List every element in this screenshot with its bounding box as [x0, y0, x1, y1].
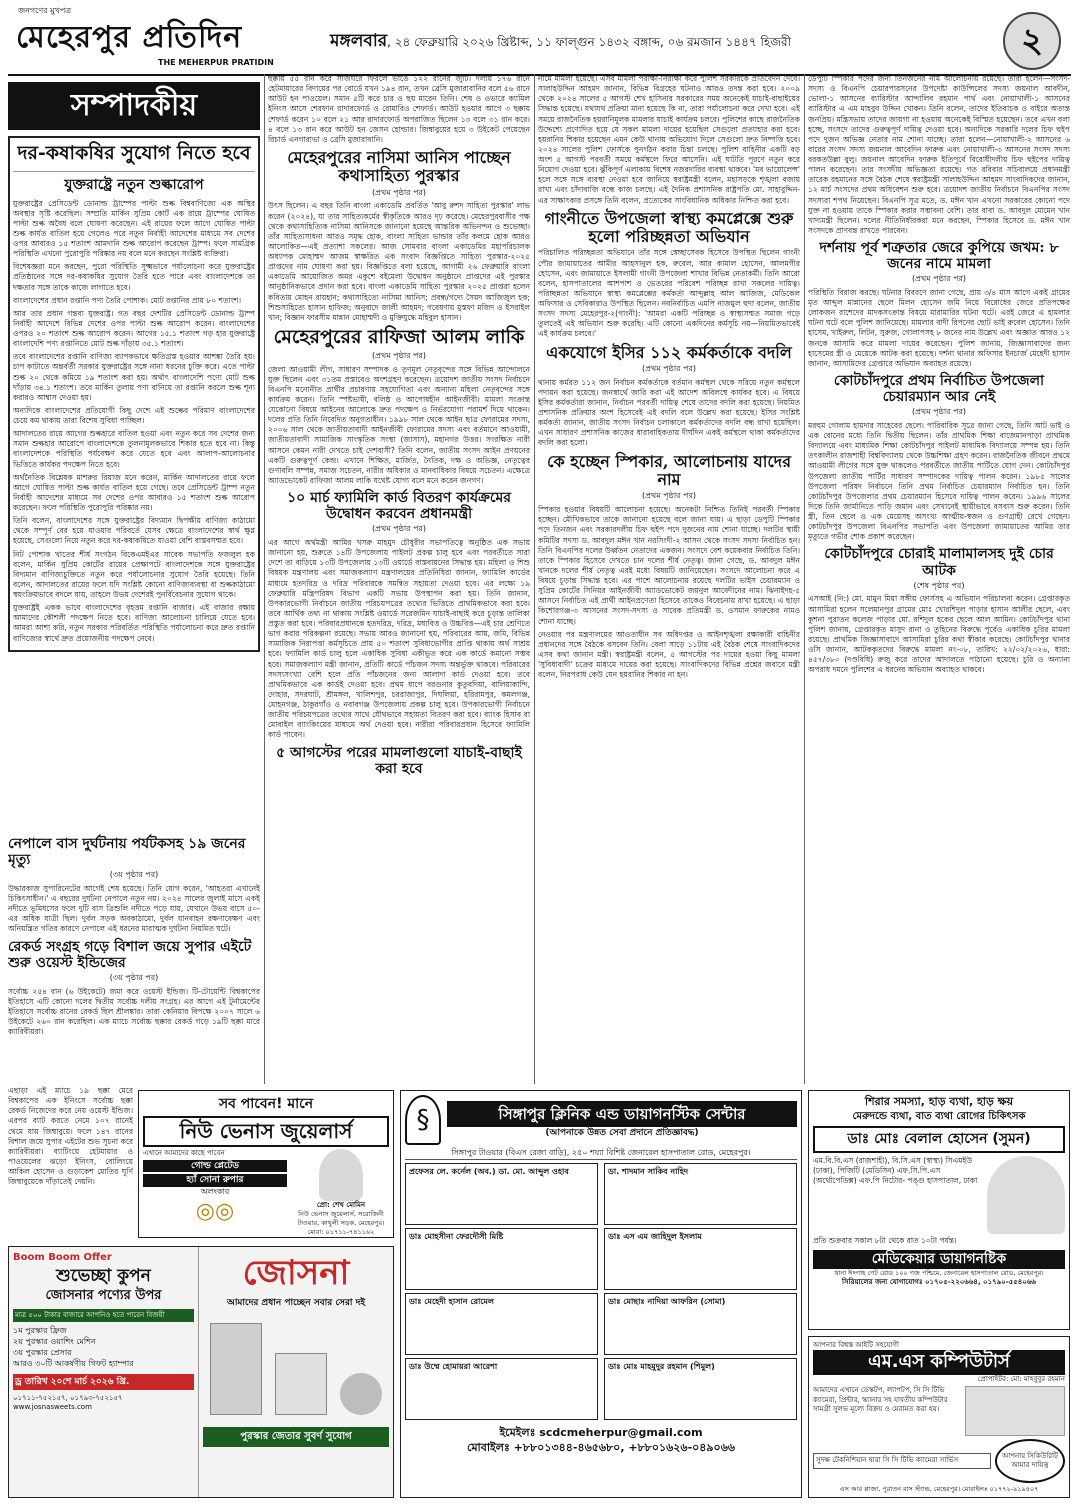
- dateline: [330, 30, 791, 53]
- ms-prop: প্রোপাইটর: মো: মাহবুবুর রহমান: [977, 1374, 1065, 1383]
- josna-prize: ৩য় পুরস্কার প্রেসার: [13, 1348, 72, 1358]
- josna-prize: ২য় পুরস্কার ওয়াশিং মেশিন: [13, 1337, 96, 1347]
- editorial-banner: সম্পাদকীয়: [8, 82, 260, 130]
- josna-phone: ০১৭১১-৭৫২১৫৭, ০১৭৯৩-৭৫২১৫৭: [13, 1393, 123, 1402]
- date: , ২৪ ফেব্রুয়ারি ২০২৬ খ্রিষ্টাব্দ, ১১ ফাল্গুন ১৪৩২ বঙ্গাব্দ, ০৬ রমজান ১৪৪৭ হিজরী: [387, 35, 792, 49]
- editorial-paragraph: নিট পোশাক খাতের শীর্ষ সংগঠন বিকেএমইএর সাবেক সভাপতি ফজলুল হক বলেন, মার্কিন সুপ্রিম কোর্টের রায়ের প্রেক্ষাপটে বাংলাদেশকে সঙ্গে যুক্তরাষ্ট্রের বিদ্যমান বাণিজ্যচুক্তিতে নতুন করে পর্যালোচনার সুযোগ তৈরি হয়েছে। তিনি বলেন, আদালতের রায়ের ফলে যদি সংশ্লিষ্ট কোনো বাণিজ্যব্যবস্থা বা শুল্ককাঠামো স্বয়ংক্রিয়ভাবে বদলে যায়, তাহলে উভয় দেশেরই পুনর্বিবেচনার সুযোগ থাকে।: [13, 549, 255, 600]
- speaker-headline: কে হচ্ছেন স্পিকার, আলোচনায় যাদের নাম: [546, 451, 792, 489]
- column-divider: [264, 74, 265, 1084]
- continued-note: (শেষ পৃষ্ঠার পর): [913, 580, 965, 590]
- weekday: মঙ্গলবার: [330, 31, 388, 51]
- josna-sub: আমাদের প্রধান পাচ্ছেন সবার সেরা দই: [226, 1297, 366, 1308]
- column-divider: [804, 74, 805, 1084]
- rafiza-body: জেলা আওয়ামী লীগ, সাধারণ সম্পাদক ও তৃণমূল নেতৃবৃন্দের সঙ্গে বিভিন্ন আন্দোলনে যুক্ত ছিলেন এবং ৩১তম প্রস্তাবেও অংশগ্রহণ করেছেন। ত্রয়োদশ জাতীয় সংসদ নির্বাচনে বিএনপি মনোনীত প্রার্থীর প্রচারণায় সহযোগিতা এবং অন্যান্য মহিলা নেতৃবৃন্দের সঙ্গে কার্যক্রম করেন। তিনি স্পষ্টভাষী, বলিষ্ঠ ও আপোষহীন আইনজীবী। মামলা সংক্রান্ত যেকোনো বিষয়ে আইনের আলোকে দ্রুত পদক্ষেপ ও নির্ভরযোগ্য পরামর্শ দিয়ে থাকেন। দলের প্রতি তিনি নিবেদিত অনুগতাধীন। ১৯৯৮ সাল থেকে আইন ছাত্র ফোরামের সদস্য, ২০০৬ সাল থেকে জাতীয়তাবাদী আইনজীবী ফোরামের সদস্য এবং বর্তমানে আওয়ামী, জাতীয়তাবাদী সামাজিক সাংস্কৃতিক সংস্থা (জাসাস), মহানগর উত্তর। সংরক্ষিত নারী আসনে কেমন নারী দেখতে চাই দেশবাসী? তিনি বলেন, জাতীয় সংসদ আইন প্রণয়নের একটি গুরুত্বপূর্ণ কেন্দ্র। এখানে শিক্ষিত, মার্জিত, নৈতিক, দক্ষ ও অভিজ্ঞ, নেতৃত্বের গুণাবলি সম্পন্ন, সমাজ সচেতন, নারীর অধিকার ও মানবাধিকার বিষয়ে সচেতন। এক্ষেত্রে অ্যাডভোকেট রাফিজা আলম লাকি যথেষ্ট যোগ্য বলে মনে করেন জনগণ।: [268, 364, 530, 485]
- doctor-name: ডাঃ মোছাঃ নাদিয়া আফরিন (সোমা): [608, 1296, 726, 1306]
- continued-note: (প্রথম পৃষ্ঠার পর): [911, 274, 967, 284]
- masthead: [8, 6, 1071, 76]
- belal-top2: মেরুদন্ডে ব্যথা, বাত ব্যথা রোগের চিকিৎসক: [852, 1110, 1026, 1122]
- theft-body: এসআই (নি:) মো. মামুন মিয়া সঙ্গীয় ফোর্সসহ এ অভিযান পরিচালনা করেন। গ্রেপ্তারকৃত আসামিরা হলেন সলেমানপুর গ্রামের মোঃ খোরশিদুল পাড়ার হাসান আলীর ছেলে, এবং কুশনা পুরাতন কলেজ পাড়ার মো. রশিদুল হকের ছেলে আল আমিন। কোটচাঁদপুর থানা পুলিশ জানায়, গ্রেপ্তারকৃত মাসুদ রানা ও তুহিনের বিরুদ্ধে পূর্বেও একাধিক চুরির মামলা রয়েছে। প্রাথমিক জিজ্ঞাসাবাদে আসামিরা চুরির কথা স্বীকার করেছে। কোটচাঁদপুর থানার ওসি জানান, আটককৃতদের বিরুদ্ধে মামলা নং-০৮, তারিখ: ২২/০২/২০২৬, ধারা: ৪৫৭/৩৮০ (দণ্ডবিধি) রুজু করে তাদের আদালতে পাঠানো হয়েছে। চুরি ও অন্যান্য অপরাধ দমনে পুলিশের এ ধরনের অভিযান অব্যাহত থাকবে।: [808, 594, 1070, 675]
- theft-headline: কোটচাঁদপুরে চোরাই মালামালসহ দুই চোর আটক: [824, 546, 1054, 579]
- ms-service: সুদক্ষ টেকনিশিয়ান দ্বারা সি সি টিভি ক্যামেরা সার্ভিস: [813, 1453, 991, 1468]
- venus-name: নিউ ভেনাস জুয়েলার্স: [143, 1116, 389, 1147]
- column-4: [808, 74, 1070, 1086]
- sports-continued: ছক্কায় ৫৫ রান করে সাজঘরে ফিরলে ভাঙে ১২২ রানের জুটি। দলীয় ১৭৬ রানে হেটমায়ারের বিদায়ের পর বোর্ডে যখন ১৯৪ রান, তখন ব্রেসি মুজারাবানির বলে ৫৬ রানে আউট হন পাওয়েল। সমান ৫টি করে চার ও ছয় মারেন তিনি। শেষ ও ওভারে ক্যামিল ইনিংস আসে শেরফান রাদারফোর্ড ও রোমারিও শেফার্ড। আউট হওয়ার আগে ৩ ছক্কায় শেফার্ড করেন ১০ বলে ২১ আর রাদারফোর্ড অপরাজিত ছিলেন ১৩ বলে ৩১ রান করে। ৪ বলে ১৩ রান করে আউট হন জেসন হোল্ডার। জিম্বাবুয়ের হয়ে ৩ উইকেট পেয়েছেন রিচার্ড এনগারাভা ও ব্রেসি মুজারাবানি।: [268, 74, 530, 144]
- clinic-logo-icon: §: [405, 1095, 441, 1145]
- editorial-paragraph: যুক্তরাষ্ট্রই একক ভাবে বাংলাদেশের বৃহত্তম রপ্তানি বাজার। এই বাজার রক্ষায় আমাদের কৌশলী পদক্ষেপ নিতে হবে। বাণিজ্য আলোচনা চালিয়ে যেতে হবে। আমরা আশা করি, নতুন সরকার পরিবর্তিত পরিস্থিতি পর্যালোচনা করে দ্রুত রপ্তানি বাণিজ্যের স্বার্থে দ্রুত প্রয়োজনীয় পদক্ষেপ নেবে।: [13, 603, 255, 643]
- doctor-name: ডাঃ এস এম জাহিদুল ইসলাম: [608, 1231, 702, 1241]
- clinic-tag: (আপনাকে উন্নত সেবা প্রদানে প্রতিজ্ঞাবদ্ধ): [545, 1128, 699, 1139]
- continued-note: (প্রথম পৃষ্ঠার পর): [911, 407, 967, 417]
- rafiza-headline: মেহেরপুরের রাফিজা আলম লাকি: [273, 325, 525, 348]
- belal-name: ডাঃ মোঃ বেলাল হোসেন (সুমন): [813, 1126, 1065, 1153]
- dr-belal-ad: [808, 1090, 1070, 1330]
- ec-body: থানায় কর্মরত ১১২ জন নির্বাচন কর্মকর্তাকে বর্তমান কর্মস্থল থেকে সরিয়ে নতুন কর্মস্থলে পদায়ন করা হয়েছে। জনস্বার্থে জারি করা এই আদেশ অবিলম্বে কার্যকর হবে। এ বিষয়ে ইসির কর্মকর্তারা জানান, নির্বাচন পরবর্তী দায়িত্ব শেষে তাদের বদলি করা হয়েছে। নিয়মিত প্রশাসনিক প্রক্রিয়ার অংশ হিসেবেই এই বদলি বলে উল্লেখ করা হয়েছে। ইসির সংশ্লিষ্ট কর্মকর্তা জানান, জাতীয় সংসদ নির্বাচন চলাকালে কর্মকর্তাদের বদলি বন্ধ রাখা হয়েছিল। এখন সাধারণ প্রশাসনিক কাজের ধারাবাহিকতায় দীর্ঘদিন একই কর্মস্থলে থাকা কর্মকর্তাদের বদলি করা হলো।: [538, 377, 800, 448]
- speaker-body: স্পিকার হওয়ার বিষয়টি আলোচনা হয়েছে। অনেকটা নিশ্চিত তিনিই পরবর্তী স্পিকার হচ্ছেন। মৌখিকভাবে তাকে জানানো হয়েছে বলে জানা যায়। এ ছাড়া ডেপুটি স্পিকার পদে তিনজন এবং সরকারদলীয় চিফ হুইপ পদে দুজনের নাম শোনা যাচ্ছে। দলটির স্থায়ী কমিটির সদস্য ড. আবদুল মঈন খান নরসিংদী-২ আসন থেকে সংসদ সদস্য নির্বাচিত হন। তিনি বিএনপির দলের উর্ধ্বতন নেতাদের একজন। সংসদে বেশ কয়েকবার নির্বাচিত তিনি। তাকে স্পিকার হিসেবে দেখতে চান দলের শীর্ষ নেতৃত্ব। জানা গেছে, ড. আবদুল মঈন খানকে দলের শীর্ষ নেতৃত্ব এরই মধ্যে বিষয়টি জানিয়েছেন। সংসদে আলোচনা করে এ বিষয়ে চূড়ান্ত সিদ্ধান্ত হবে। এর পাশে আলোচনায় রয়েছে দলটির ভাইস চেয়ারম্যান ও সুপ্রিম কোর্টের সিনিয়র আইনজীবী অ্যাডভোকেট জয়নুল আবেদীনের নাম। ঝিনাইদহ-৫ আসনে নির্বাচিত এই প্রার্থী আইনপ্রণেতা হিসেবে তাকেও বিবেচনায় রাখা হয়েছে। এ ছাড়া কিশোরগঞ্জ-৩ আসনের সংসদ-সদস্য ও সাবেক প্রতিমন্ত্রী ড. ওসমান ফারুকের নামও শোনা যাচ্ছে।: [538, 505, 800, 626]
- josna-coupon2: জোসনার পণ্যের উপর: [45, 1288, 162, 1304]
- column-3: [538, 74, 800, 1086]
- record-headline: রেকর্ড সংগ্রহ গড়ে বিশাল জয়ে সুপার এইটে শুরু ওয়েস্ট ইন্ডিজের: [8, 938, 252, 971]
- belal-center-addr: থানা ঈদগাহ গেট রোড ১০০ গজ পশ্চিমে, জেনারেল হাসপাতাল রোড, মেহেরপুর।: [834, 1269, 1044, 1278]
- josna-tagline: পুরস্কার জেতার সুবর্ণ সুযোগ: [203, 1427, 389, 1447]
- editorial-subhead: যুক্তরাষ্ট্রে নতুন শুল্কারোপ: [64, 176, 204, 193]
- continued-note: (প্রথম পৃষ্ঠার পর): [371, 524, 427, 534]
- clinic-phone: মোবাইলঃ +৮৮০১৩৪৪-৪৬৫৬৮০, +৮৮০১৬২৬-০৪৯০৬৬: [466, 1440, 736, 1454]
- josna-prize: ১ম পুরস্কার ফ্রিজ: [13, 1326, 67, 1336]
- august-headline: ৫ আগস্টের পরের মামলাগুলো যাচাই-বাছাই করা হবে: [276, 744, 522, 777]
- continued-note: (৩য় পৃষ্ঠার পর): [109, 870, 159, 880]
- doctor-photo: [987, 1156, 1065, 1234]
- editorial-paragraph: বাংলাদেশের প্রধান রপ্তানি পণ্য তৈরি পোশাক। মোট রপ্তানির প্রায় ৮০ শতাংশ।: [13, 295, 242, 305]
- newspaper-logo-english: THE MEHERPUR PRATIDIN: [158, 58, 274, 67]
- venus-top: সব পাবেন! মানে: [218, 1096, 314, 1112]
- josna-prize: আরও ৩০টি আকর্ষণীয় গিফট হ্যাম্পার: [13, 1358, 134, 1368]
- josna-coupon: শুভেচ্ছা কুপন: [56, 1265, 151, 1286]
- ec-headline: একযোগে ইসির ১১২ কর্মকর্তাকে বদলি: [546, 342, 792, 362]
- editorial-paragraph: আর তার প্রধান গন্তব্য যুক্তরাষ্ট্র। গত বছর দেশটির প্রেসিডেন্ট ডোনাল্ড ট্রাম্প নির্বাহী আদেশে বিভিন্ন দেশের ওপর পাল্টা শুল্ক আরোপ করেন। বাংলাদেশের ওপরও ২০ শতাংশ শুল্ক আরোপ করেন। আগের ১৫.১ শতাংশ গড় হার যুক্তরাষ্ট্রে বাংলাদেশি পণ্য রপ্তানিতে মোট শুল্ক দাঁড়ায় ৩৫.১ শতাংশ।: [13, 308, 255, 349]
- ms-your: আপনার সিকিউরিটি আমার দায়িত্ব: [995, 1439, 1065, 1483]
- belal-top: শিরার সমস্যা, হাড় ব্যথা, হাড় ক্ষয়: [864, 1095, 1014, 1108]
- continued-note: (৩য় পৃষ্ঠার পর): [109, 972, 159, 982]
- venus-address: নিউ ভেনাস জুয়েলার্স, সরোজিনী টাওয়ার, কাথুলী সড়ক, মেহেরপুর। মোবা: ০১৭১১-৭৪১১৬২: [297, 1210, 385, 1236]
- venus-line1: এখানে আমাদের কাছে পাবেন: [143, 1148, 225, 1157]
- darshana-body: পরিস্থিতি বিরাজ করছে। ঘটনার বিবরণে জানা গেছে, প্রায় ৩/৪ মাস আগে একই গ্রামের মৃত আব্দুল মান্নানের ছেলে মিলন হোসেন জমি নিয়ে বিরোধের জেরে প্রতিপক্ষের লোকজন রাশেদের মাদকসংক্রান্ত বিষয়ে মারামারির ঘটনা ঘটে। এরই জেরে এ হামলার ঘটনা ঘটে বলে পুলিশ জানিয়েছে। মামলার বাদী রিপনের ছোট ভাই রুবেল হোসেন। তিনি হাসেম, খাইরুল, লিটন, সুরুজ, গোলাপসহ ৮ জনের নাম উল্লেখ এবং অজ্ঞাত আরও ১২ জনকে আসামি করে মামলা দায়ের করেছেন। পুলিশ জানায়, জিজ্ঞাসাবাদের জন্য হাসেমের স্ত্রী ও মেয়েকে আটক করা হয়েছে। দর্শনা থানার অফিসার ইনচার্জ মেহেদী হাসান জানান, আসামিদের গ্রেপ্তারে অভিযান অব্যাহত রয়েছে।: [808, 287, 1070, 368]
- editorial-paragraph: আদালতের রায়ে আগের শুল্কহারে বাতিল হওয়া এবং নতুন করে সব দেশের জন্য সমান শুল্কহার আরোপে বাংলাদেশকে তুলনামূলকভাবে শিকার হতে হবে না। কিন্তু বাংলাদেশকে পরিস্থিতি পর্যবেক্ষণ করে যেতে হবে এবং আলাপ-আলোচনার ভিত্তিতে কার্যকর পদক্ষেপ নিতে হবে।: [13, 429, 255, 469]
- fridge-icon: [210, 1323, 262, 1415]
- nasima-body: উৎস ছিলেন। এ বছর তিনি বাংলা একাডেমি প্রবর্তিত 'আবু রুশদ সাহিত্য পুরস্কার' লাভ করেন (২০২৪), যা তার সাহিত্যকর্মের স্বীকৃতিকে আরও দৃঢ় করেছে। মেহেরপুরবাসীর পক্ষ থেকে কথাসাহিত্যিক নাসিমা আনিসকে জানানো হয়েছে আন্তরিক অভিনন্দন ও শুভেচ্ছা। তাঁর সাহিত্যসাধনা আরও সমৃদ্ধ হোক, বাংলা সাহিত্য ভান্ডার তাঁর কলমে হোক আরও আলোকিত—এই প্রত্যাশা সকলের। আজ সোমবার বাংলা একাডেমির মহাপরিচালক অধ্যাপক মোহাম্মদ আজম স্বাক্ষরিত এক সংবাদ বিজ্ঞপ্তিতে সাহিত্য পুরস্কার-২০২৫ প্রাপ্তদের নাম ঘোষণা করা হয়। বিজ্ঞপ্তিতে বলা হয়েছে, আগামী ২৬ ফেব্রুয়ারি বাংলা একাডেমি আয়োজিত অমর একুশে বইমেলা উদ্বোধন অনুষ্ঠানে প্রাপ্তদের এই পুরস্কার আনুষ্ঠানিকভাবে প্রদান করা হবে। বাংলা একাডেমি সাহিত্য পুরস্কার ২০২৫ প্রাপ্তরা হলেন কবিতায় মোহন রায়হান; কথাসাহিত্যে নাসিমা আনিস; প্রবন্ধ/গদ্যে সৈয়দ আজিজুল হক; শিশুসাহিত্যে হাসান হাফিজ; অনুবাদে জালী আহমদ; গবেষণায় মুস্তফা মজিদ ও ইসরাইল খান; বিজ্ঞান ফারসীম মান্নান মোহাম্মদী ও মুক্তিযুদ্ধে মহিবুল হাসান।: [268, 201, 530, 322]
- ms-computers-ad: [808, 1336, 1070, 1498]
- darshana-headline: দর্শনায় পূর্ব শত্রুতার জেরে কুপিয়ে জখম: ৮ জনের নামে মামলা: [819, 240, 1059, 273]
- clinic-address: সিঙ্গাপুর টাওয়ার (বিএস রেজা বাড়ি), ২৫০ শয্যা বিশিষ্ট জেনারেল হাসপাতাল রোড, মেহেরপুর।: [405, 1148, 797, 1160]
- doctor-name: ডা. শাদমান সাকিব নাহিদ: [608, 1166, 689, 1176]
- josna-headline: জোসনা: [242, 1253, 350, 1293]
- continued-note: (প্রথম পৃষ্ঠার পর): [371, 350, 427, 360]
- doctor-name: ডাঃ মোহসীনা ফেরদৌসী মিষ্টি: [409, 1231, 504, 1241]
- continued-note: (প্রথম পৃষ্ঠার পর): [641, 363, 697, 373]
- column-divider: [534, 74, 535, 1084]
- nepal-article: [8, 832, 260, 1082]
- editorial-paragraph: অন্যদিকে বাংলাদেশের প্রতিযোগী কিছু দেশে এই শুল্কের পরিমাণ বাংলাদেশের চেয়ে কম থাকায় তারা বিশেষ সুবিধা পাচ্ছিল।: [13, 405, 255, 426]
- josna-ad: [8, 1246, 394, 1498]
- record-body-2: এছাড়া এই ম্যাচে ১৯ ছক্কা মেরে বিশ্বকাপের এক ইনিংসে সর্বোচ্চ ছক্কা রেকর্ড নিজেদের করে নেয় ওয়েস্ট ইন্ডিজ। এরপর ব্যাট করতে নেমে ১০৭ রানেই থেমে যায় জিম্বাবুয়ে। ফলে ১৪৭ রানের বিশাল জয়ে সুপার এইটের শুভ সূচনা করে ক্যারিবীয়রা। ব্যাটিংয়ে হেটমায়ার ও পাওয়েলের ঝড়ো ইনিংস, বোলিংয়ে আকিল হোসেন ও গুড়াকেশ মোতির ঘূর্ণি জিম্বাবুয়েকে দাঁড়াতেই দেয়নি।: [8, 1086, 133, 1187]
- record-continued: [8, 1086, 133, 1241]
- pressure-cooker-icon: [340, 1373, 382, 1415]
- editorial-paragraph: তিনি বলেন, বাংলাদেশের সঙ্গে যুক্তরাষ্ট্রের বিদ্যমান দ্বিপক্ষীয় বাণিজ্য কাঠামো থেকে সম্পূর্ণ বের হয়ে যাওয়ার পরিবর্তে যেসব ক্ষেত্রে বাংলাদেশের স্বার্থ ক্ষুণ্ণ হয়েছে, সেগুলো নিয়ে নতুন করে দর-কষাকষিতে যাওয়া বেশি বাস্তবসম্মত হবে।: [13, 516, 255, 546]
- editorial-paragraph: তবে বাংলাদেশের রপ্তানি বাণিজ্য ব্যাপকভাবে ক্ষতিগ্রস্ত হওয়ার আশঙ্কা তৈরি হয়। চাপ কাটাতে অন্তর্বর্তী সরকার যুক্তরাষ্ট্রের সঙ্গে নানা ধরনের চুক্তি করে। এতে পাল্টা শুল্ক ২০ থেকে কমিয়ে ১৯ শতাংশ করা হয়। অর্থাৎ বাংলাদেশি পণ্যে মোট শুল্ক দাঁড়ায় ৩৪.১ শতাংশ। তবে মার্কিন তুলায় পণ্য বানিয়ে তা রপ্তানি করলে শুল্ক শূন্য করারও আশ্বাস দেওয়া হয়।: [13, 352, 255, 402]
- editorial-paragraph: অর্থনৈতিক বিশ্লেষক মাশরুর রিয়াজ মনে করেন, মার্কিন আদালতের রায়ে ফলে আগে ঘোষিত পাল্টা শুল্ক কার্যত বাতিল হয়ে গেছে। তবে প্রেসিডেন্ট ট্রাম্প নতুন নির্বাহী আদেশের মাধ্যমে সব দেশের ওপর আবারও ১৫ শতাংশ শুল্ক আরোপ করেছেন। ফলে পরিস্থিতি পুরোপুরি পরিষ্কার নয়।: [13, 472, 255, 513]
- family-card-headline: ১০ মার্চ ফ্যামিলি কার্ড বিতরণ কার্যক্রমের উদ্বোধন করবেন প্রধানমন্ত্রী: [287, 490, 511, 523]
- newspaper-logo: মেহেরপুর প্রতিদিন: [16, 20, 243, 55]
- editorial-headline: দর-কষাকষির সুযোগ নিতে হবে: [13, 141, 255, 172]
- ms-address: এস আর প্লাজা, পুরাতন বাস স্ট্যান্ড, মেহেরপুর। মোবাইলঃ ০১৭৭২-৯১৯৪০৭: [839, 1485, 1039, 1494]
- belal-time: প্রতি শুক্রবার সকাল ৮টা থেকে রাত ১০টা পর্যন্ত।: [813, 1236, 957, 1246]
- kotchandpur-body: মরহুম গোলাম হায়দার সাহেবের ছেলে। পারিবারিক সূত্রে জানা গেছে, তিনি আট ভাই ও এক বোনের মধ্যে তিনি দ্বিতীয় ছিলেন। তাঁর প্রাথমিক শিক্ষা বাজেমানপাড়া প্রাথমিক বিদ্যালয়ে এবং মাধ্যমিক শিক্ষা কোটচাঁদপুর পাইলট মাধ্যমিক বিদ্যালয়ে সম্পন্ন হয়। তিনি তৎকালীন রাজশাহী বিশ্ববিদ্যালয় থেকে উচ্চশিক্ষা গ্রহণ করেন। রাজনৈতিক জীবনে প্রথমে আওয়ামী লীগের সঙ্গে যুক্ত থাকলেও পরবর্তীতে জাতীয় পার্টিতে যোগ দেন। কোটচাঁদপুর উপজেলা জাতীয় পার্টির সাধারণ সম্পাদকের দায়িত্ব পালন করেন। ১৯৮৫ সালের উপজেলা পরিষদ নির্বাচনে তিনি প্রথম নির্বাচিত চেয়ারম্যান নির্বাচিত হন। তিনি কোটচাঁদপুর উপজেলার প্রথম চেয়ারম্যান হিসেবে দায়িত্ব পালন করেন। ১৯৯৬ সালের দিকে তিনি জার্মানিতে পাড়ি জমান এবং সেখানেই স্থায়ীভাবে বসবাস শুরু করেন। তিনি স্ত্রী, তিন ছেলে ও এক মেয়েসহ অসংখ্য আত্মীয়-স্বজন ও গুণগ্রাহী রেখে গেছেন। কোটচাঁদপুর উপজেলা বিএনপির সভাপতি এবং উপজেলা জামায়াতের আমির তার মৃত্যুতে গভীর শোক প্রকাশ করেছেন।: [808, 420, 1070, 542]
- ms-body: আমাদের এখানে ডেস্কটপ, ল্যাপটপ, সি সি টিভি ক্যামেরা, প্রিন্টার, স্ক্যানার সহ যাবতীয় কম্পিউটার সামগ্রী সুলভ মূল্যে বিক্রয় ও মেরামত করা হয়।: [813, 1386, 948, 1414]
- belal-degrees: এম.বি.বি.এস (রাজশাহী), বি.সি.এস (স্বাস্থ্য) সিএমইউ (ঢাকা), পিজিটি (মেডিসিন) এফ.সি.পি.এস (অর্থোপেডিক্স) এফ.পি নিটোর- পঙ্গু হাসপাতাল, ঢাকা: [813, 1156, 978, 1186]
- josna-prize-note: মাত্র ৫০০ টাকার বাজারে আপনিও হতে পারেন বিজয়ী: [13, 1309, 194, 1322]
- venus-line2: গোল্ড প্লেটেড: [143, 1160, 287, 1172]
- josna-draw: ড্র তারিখ ২০শে মার্চ ২০২৬ খ্রি.: [13, 1374, 194, 1390]
- gangni-body: পরিচালিত পরিচ্ছন্নতা অভিযানে তাঁর সঙ্গে স্বেচ্ছাসেবক হিসেবে উপস্থিত ছিলেন গাংনী পৌর জামায়াতের আমীর আহসানুল হক, রুবেল, আর কামাল হোসেন, আলমগীর হোসেন, এবং জামায়াতে ইসলামী গাংনী উপজেলা শাখার বিভিন্ন নেতাকর্মী। তিনি আরো বলেন, হাসপাতালের আশপাশ ও ভেতরের পরিবেশ পরিচ্ছন্ন রাখা সকলের দায়িত্ব। পরিচ্ছন্নতা অভিযানে স্বাস্থ্য কমপ্লেক্সের কর্মকর্তা আব্দুল্লাহ আল আজিজ, মেডিকেল অফিসার ও সেবিকারাও উপস্থিত ছিলেন। নবনির্বাচিত এমপি নাজমুল হুদা বলেন, জাতীয় সংসদ সদস্য মেহেরপুর-২(গাংনী): 'আমরা একটি পরিচ্ছন্ন ও স্বাস্থ্যসম্মত সমাজ গড়ে তুলতেই এই অভিযান শুরু করেছি। এটি কোনো একদিনের কর্মসূচি নয়—নিয়মিতভাবেই এই কার্যক্রম চলবে।': [538, 248, 800, 339]
- family-card-body: এর আগে অর্থমন্ত্রী আমির খসরু মাহমুদ চৌধুরীর সভাপতিত্বে অনুষ্ঠিত এক সভায় জানানো হয়, শুরুতে ১৪টি উপজেলায় পাইলট প্রকল্প চালু হবে এবং পরবর্তীতে সারা দেশে তা বাড়িয়ে ১৩টি উপজেলায় ১৩টি ওয়ার্ডে বাস্তবায়নের সিদ্ধান্ত হয়। মহিলা ও শিশু বিষয়ক মন্ত্রণালয় এবং সমাজকল্যাণ মন্ত্রণালয়ের প্রতিনিধিরা জানান, ফ্যামিলি কার্ডের মাধ্যমে হতদরিদ্র ও দরিদ্র পরিবারকে সমন্বিত সহায়তা দেওয়া হবে। এর লক্ষ্যে ১৯ ফেব্রুয়ারি মন্ত্রিপরিষদ বিভাগ একটি সভায় উপস্থাপন করা হয়। তিনি জানান, উপকারভোগী নির্বাচনে জাতীয় পরিচয়পত্রের তথ্যের ভিত্তিতে প্রাথমিকভাবে করা হবে। তবে আর্থিক তথ্য না থাকায় সংশ্লিষ্ট ওয়ার্ডে সরেজমিন যাচাই-বাছাই করে চূড়ান্ত তালিকা প্রস্তুত করা হবে। পরিবারপ্রধানকে হতদরিদ্র, দরিদ্র, মধ্যবিত্ত ও উচ্চবিত্ত—এই চার শ্রেণিতে ভাগ করার পরিকল্পনা রয়েছে। সভায় আরও জানানো হয়, পরিবারের আয়, জমি, বিভিন্ন সামাজিক নিরাপত্তা কর্মসূচিতে প্রায় ৫০ শতাংশ সুবিধাভোগীর প্রাপ্তি থাকায় অর্থ সাশ্রয় হবে। ফ্যামিলি কার্ড চালু হলে একাধিক সুবিধা একীভূত করে এক কার্ডে কমানো সম্ভব হবে। সমাজকল্যাণ মন্ত্রী জানান, প্রতিটি কার্ডে পাঁচজন সদস্য অন্তর্ভুক্ত থাকবে। পরিবারের সদস্যসংখ্যা বেশি হলে প্রতি পাঁচজনের জন্য আলাদা কার্ড দেওয়া হবে। তবে প্রাথমিকভাবে এক কার্ডই দেওয়া হবে। প্রথম ধাপে বরগুনার কুতুবদিয়া, বালিয়াকান্দি, দোহার, সদরঘাট, শ্রীমঙ্গল, খালিশপুর, চররাজাপুর, দিঘলিয়া, হরিরামপুর, কমলগঞ্জ, মোহনগঞ্জ, ঠাকুরগাঁও ও নবাবগঞ্জ উপজেলায় প্রকল্প চালু হবে। উপকারভোগী নির্বাচনে জাতীয় পরিচয়পত্রের তথ্যের সাথে যৌথভাবে সহায়তা বিতরণ করা হবে। ব্যাংক হিসাব বা মোবাইল ব্যাংকিংয়ের মাধ্যমে অর্থ দেওয়া হবে। নারীরা পরিবারপ্রধান হিসেবে ফ্যামিলি কার্ড পাবেন।: [268, 538, 530, 740]
- tagline: জনগণের মুখপত্র: [18, 6, 72, 15]
- doctor-name: প্রফেসর লে. কর্নেল (অব.) ডা. মো. আব্দুল ওহাব: [409, 1166, 569, 1176]
- column-2: [268, 74, 530, 1086]
- ring-icon: ◎◎: [195, 1199, 235, 1225]
- doctor-name: ডাঃ মেহেদী হাসান রোমেল: [409, 1296, 494, 1306]
- continued-note: (প্রথম পৃষ্ঠার পর): [371, 187, 427, 197]
- belal-center: মেডিকেয়ার ডায়াগনষ্টিক: [813, 1250, 1065, 1269]
- august-body: নেওয়ার পর মন্ত্রণালয়ের আওতাধীন সব অধিদপ্তর ও আইনশৃঙ্খলা রক্ষাকারী বাহিনীর প্রধানদের সঙ্গে বৈঠকে বসবেন তিনি। বেলা সাড়ে ১১টায় এই বৈঠক শেষে সাংবাদিকদের এসব কথা জানান মন্ত্রী। স্বরাষ্ট্রমন্ত্রী বলেন, ৫ আগস্টের পর দায়ের হওয়া কিছু মামলা 'সুবিধাবাদী' চক্রের মাধ্যমে দায়ের করা হয়েছে। সাংবাদিকদের বিভিন্ন প্রশ্নের জবাবে মন্ত্রী বলেন, নিরপরাধ কেউ যেন হয়রানির শিকার না হন।: [538, 629, 800, 680]
- venus-line3: হ্যাঁ সোনা রুপার: [143, 1174, 287, 1186]
- editorial-column: [8, 82, 260, 827]
- singapore-clinic-ad: [400, 1090, 802, 1498]
- kotchandpur-headline: কোটচাঁদপুরে প্রথম নির্বাচিত উপজেলা চেয়ারম্যান আর নেই: [833, 372, 1045, 406]
- ms-name: এম.এস কম্পিউটার্স: [813, 1350, 1065, 1374]
- ms-top: আপনার বিশ্বস্ত আইটি সহযোগী: [813, 1341, 899, 1349]
- editorial-paragraph: যুক্তরাষ্ট্রের প্রেসিডেন্ট ডোনাল্ড ট্রাম্পের পাল্টা শুল্ক বিশ্ববাণিজ্যে এক অস্থির অবস্থার সৃষ্টি করেছিল। সম্প্রতি মার্কিন সুপ্রিম কোর্ট এক রায়ে ট্রাম্পের ঘোষিত পাল্টা শুল্ক অবৈধ বলে ঘোষণা করেছেন। এই রায়ের ফলে আগে ঘোষিত পাল্টা শুল্ক কার্যত বাতিল হয়ে গেলেও পরে নতুন নির্বাহী আদেশের মাধ্যমে সব দেশের ওপর আবারও ১৫ শতাংশ আমদানি শুল্ক আরোপ করেছেন ট্রাম্প। ফলে সামগ্রিক পরিস্থিতি এখনো পুরোপুরি পরিষ্কার নয় বলে মনে করছেন সংশ্লিষ্ট ব্যক্তিরা।: [13, 198, 255, 259]
- owner-photo: [319, 1149, 363, 1201]
- doctor-name: ডাঃ মোঃ মাহমুদুর রহমান (শিমুল): [608, 1361, 715, 1371]
- josna-offer: Boom Boom Offer: [13, 1252, 112, 1263]
- washing-machine-icon: [275, 1353, 327, 1415]
- venus-owner: প্রো: শেখ মোমিন: [316, 1200, 366, 1209]
- gangni-headline: গাংনীতে উপজেলা স্বাস্থ্য কমপ্লেক্সে শুরু হলো পরিচ্ছন্নতা অভিযান: [544, 208, 794, 247]
- page-number: ২: [1003, 12, 1061, 70]
- continued-note: (প্রথম পৃষ্ঠার পর): [641, 491, 697, 501]
- computer-products-icon: [965, 1386, 1065, 1436]
- clinic-email: ইমেইলঃ scdcmeherpur@gmail.com: [499, 1425, 703, 1439]
- nepal-body: উদ্ধারকাজ সুপারিনেটের আগেই শেষ হয়েছে। তিনি যোগ করেন, 'আহতরা এখানেই চিকিৎসাধীন।' এ বছরের দুর্ঘটনা নেপালে নতুন নয়। ২০২৪ সালের জুলাই মাসে একই নদীতে ভূমিধসের ফলে দুটি বাস ত্রিশুলি নদীতে পড়ে যায়, যেখানে উভয় বাসে ৫০-এর অধিক যাত্রী ছিল। দুর্বল সড়ক অবকাঠামো, দুর্বল যানবাহন রক্ষণাবেক্ষণ এবং অনিয়ন্ত্রিত গতির কারণে নেপালে এই ধরনের মারাত্মক দুর্ঘটনা নিয়মিত ঘটে।: [8, 883, 260, 934]
- venus-jewellers-ad: [138, 1090, 394, 1238]
- doctor-name: ডাঃ উম্মে হোমায়রা আরেশা: [409, 1361, 498, 1371]
- nepal-headline: নেপালে বাস দুর্ঘটনায় পর্যটকসহ ১৯ জনের মৃত্যু: [8, 836, 246, 869]
- josna-web: www.josnasweets.com: [13, 1403, 92, 1412]
- belal-serial: সিরিয়ালের জন্য যোগাযোগঃ ০১৭০৫-২২০৬৬৪, ০১৭৯০-৫৫৪০৬৬: [842, 1278, 1036, 1287]
- nasima-headline: মেহেরপুরের নাসিমা আনিস পাচ্ছেন কথাসাহিত্য পুরস্কার: [287, 147, 511, 186]
- venus-line4: অলংকার: [200, 1186, 230, 1196]
- clinic-name: সিঙ্গাপুর ক্লিনিক এন্ড ডায়াগনস্টিক সেন্টার: [447, 1101, 797, 1127]
- col3-body: নামে মামলা হয়েছে। এসব মামলা পরীক্ষা-নিরীক্ষা করে পুলিশ সরকারকে প্রতিবেদন দেবে। সালাহউদ্দিন আহমদ জানান, বিভিন্ন বিগ্রহের ঘটনাও আরও তদন্ত করা হবে। ২০০৯ থেকে ২০২৪ সালের ৫ আগস্ট শেখ হাসিনার সরকারের সময় অনেকেই যাচাই-বাছাইয়ের সিদ্ধান্ত হয়েছে। যথাযথ প্রক্রিয়া মানা হয়েছে কি না, তারা পর্যালোচনা করে দেখা হবে। এই সময়ে রাজনৈতিক হয়রানিমূলক মামলার যাচাই কার্যক্রম চলবে। পুলিশের কাছে রাজনৈতিক উদ্দেশ্যে প্রণোদিত হয়ে যে সকল মামলা দায়ের হয়েছিল সেগুলো প্রত্যাহার করা হবে। হয়রানির শিকার হয়েছেন এমন কেউ থানায় অভিযোগ দিলে সেগুলো দ্রুত নিষ্পত্তি হবে। ২০২৪ সালের পুলিশ ফোর্সকে পুনর্গঠন করার চিন্তা চলছে। পুলিশ বাহিনীর একটি বড় অংশ ৫ আগস্ট পরবর্তী সময়ে কর্মস্থলে ফিরে আসেনি। এই ঘাটতি পূরণে নতুন করে নিয়োগ দেওয়া হবে। ঝুঁকিপূর্ণ এলাকায় বিশেষ নজরদারির ব্যবস্থা থাকবে। 'মব ভায়োলেন্স' হলে সঙ্গে সঙ্গে ব্যবস্থা নেওয়া হবে জানিয়ে স্বরাষ্ট্রমন্ত্রী বলেন, মহাসড়কে শৃঙ্খলা বজায় রাখা এবং চাঁদাবাজি বন্ধে কাজ চলছে। এই দৈনিক প্রশাসনিক রাষ্ট্রপতি মো. সাহাবুদ্দিন-এর সাক্ষাৎকার প্রসঙ্গে তিনি বলেন, প্রত্যেকের সাংবিধানিক অধিকার নিশ্চিত করা হবে।: [538, 74, 800, 205]
- editorial-paragraph: বিশেষজ্ঞরা মনে করছেন, পুরো পরিস্থিতি সূক্ষ্মভাবে পর্যালোচনা করে যুক্তরাষ্ট্রের প্রতিষ্ঠানের সঙ্গে দর-কষাকষির সুযোগ তৈরি হতে পারে এবং বাংলাদেশকে তা দক্ষতার সঙ্গে তাকে কাজে লাগাতে হবে।: [13, 262, 255, 292]
- col4-body: ডেপুটি স্পিকার পদের জন্য তিনজনের নাম আলোচনায় রয়েছে। তারা হলেন—সংসদ-সদস্য ও বিএনপি চেয়ারপারসনের উপদেষ্টা কাউন্সিলের সদস্য জয়নাল আবদীন, ভোলা-১ আসনের ব্যারিস্টার আন্দালিব রহমান পার্থ এবং নোয়াখালী-১ আসনের ব্যারিস্টার এ এম মাহবুব উদ্দিন খোকন। তিনি বলেন, তাদের ইতিবাচক ও বাইরে অত্যন্ত জনপ্রিয়। মন্ত্রিসভায় তাদের জায়গা না হওয়ায় অনেকেই বিস্মিত হয়েছেন। তবে এখন বলা হচ্ছে, সংসদে তাদের গুরুত্বপূর্ণ দায়িত্ব দেওয়া হবে। অন্যদিকে সরকারি দলের চিফ হুইপ পদে দুজন অভিজ্ঞ নেতার নাম শোনা যাচ্ছে। তারা হলেন—নোয়াখালী-২ আসনের ৬ বারের সংসদ সদস্য জয়নাল আবেদিন ফারুক এবং নোয়াখালী-৩ আসনের সংসদ সদস্য বরকতউল্লা বুলু। জয়নাল আবেদিন ফারুক ইতিপূর্বে বিরোধীদলীয় চিফ হুইপের দায়িত্ব পালন করেছেন। তার সংসদীয় অভিজ্ঞতা রয়েছে। গত রবিবার সচিবালয়ে প্রধানমন্ত্রী তারেক রহমানের সঙ্গে বৈঠক শেষে স্বরাষ্ট্রমন্ত্রী সালাহউদ্দিন আহমদ সাংবাদিকদের জানান, ১২ মার্চ সংসদের প্রথম অধিবেশন শুরু হবে। ত্রয়োদশ জাতীয় নির্বাচনে বিএনপির সংসদ সদস্যরা শপথ নিয়েছেন। বিএনপি সূত্র মতে, ড. মঈন খান এখনো সরকারের কোনো পদে যুক্ত না হওয়ায় তাকে স্পিকার করার সম্ভাবনা বেশি। তার বাবা ড. আবদুল মোমেন খান খাদ্যমন্ত্রী ছিলেন। দলের নীতিনির্ধারকরা মনে করছেন, স্পিকার হিসেবে ড. মঈন খান সংসদকে প্রাণবন্ত রাখতে পারবেন।: [808, 74, 1070, 235]
- record-body: সর্বোচ্চ ২৫৪ রান (৬ উইকেটে) জমা করে ওয়েস্ট ইন্ডিজ। টি-টোয়েন্টি বিশ্বকাপের ইতিহাসে এটি কোনো দলের দ্বিতীয় সর্বোচ্চ দলীয় সংগ্রহ। এর আগে এই টুর্নামেন্টের ইতিহাসে সর্বোচ্চ রানের রেকর্ড ছিল শ্রীলঙ্কার। তারা কেনিয়ার বিপক্ষে ২০০৭ সালে ৬ উইকেটে ২৬০ রান করেছিল। এক ম্যাচে সর্বোচ্চ ছক্কার রেকর্ড গড়ে ১৯টি ছক্কা মারে ক্যারিবীয়রা।: [8, 986, 260, 1037]
